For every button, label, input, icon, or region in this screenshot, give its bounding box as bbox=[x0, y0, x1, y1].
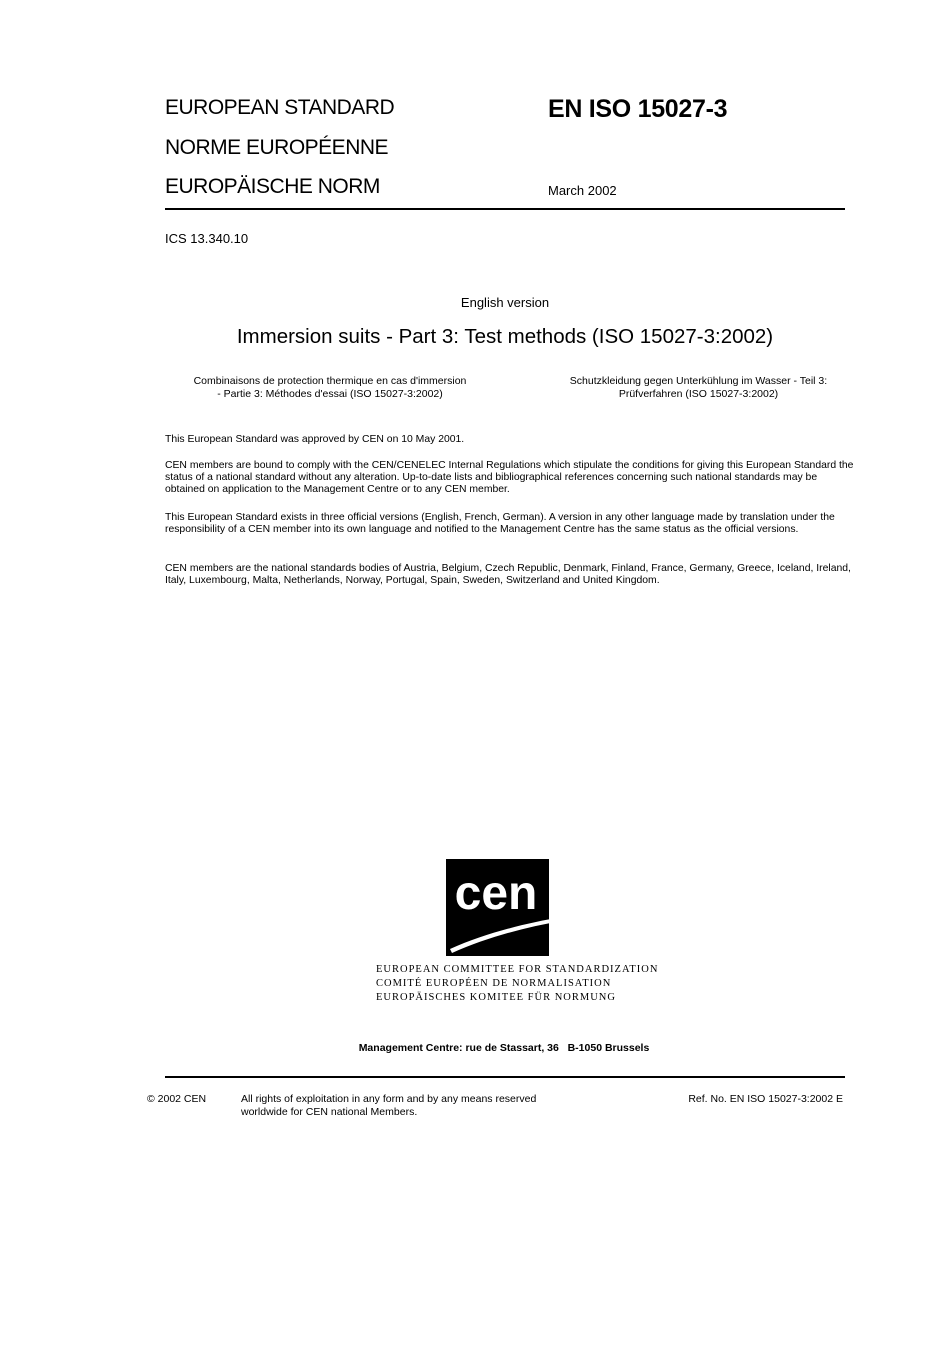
german-title-line-1: Schutzkleidung gegen Unterkühlung im Wasser - Teil 3: bbox=[569, 375, 828, 387]
committee-name-en: EUROPEAN COMMITTEE FOR STANDARDIZATION bbox=[376, 964, 659, 975]
french-title-line-2: - Partie 3: Méthodes d'essai (ISO 15027-3:2002) bbox=[217, 388, 443, 400]
committee-names bbox=[376, 963, 658, 1005]
footer-rule bbox=[165, 1076, 845, 1078]
publication-date: March 2002 bbox=[548, 183, 617, 198]
versions-paragraph: This European Standard exists in three official versions (English, French, German). A version in any other language made by translation under the responsibility of a CEN member into its own language and notified to the Management Centre has the same status as the official versions. bbox=[165, 512, 835, 536]
document-title: Immersion suits - Part 3: Test methods (ISO 15027-3:2002) bbox=[236, 325, 774, 348]
german-title-line-2: Prüfverfahren (ISO 15027-3:2002) bbox=[618, 388, 779, 400]
members-paragraph: CEN members are the national standards bodies of Austria, Belgium, Czech Republic, Denmark, Finland, France, Germany, Greece, Iceland, Ireland, Italy, Luxembourg, Malta, Netherlands, Norway, Portugal, Spain, Sweden, Switzerland and United Kingdom. bbox=[165, 563, 851, 587]
header-rule bbox=[165, 208, 845, 210]
standard-name-fr: NORME EUROPÉENNE bbox=[165, 136, 389, 159]
compliance-paragraph: CEN members are bound to comply with the CEN/CENELEC Internal Regulations which stipulate the conditions for giving this European Standard the status of a national standard without any alteration. Up-to-date lists and bibliographical references concerning such national standards may be obtained on application to the Management Centre or to any CEN member. bbox=[165, 460, 854, 496]
standard-name-en: EUROPEAN STANDARD bbox=[165, 96, 395, 119]
copyright: © 2002 CEN bbox=[147, 1093, 207, 1105]
german-title bbox=[550, 375, 847, 401]
french-title bbox=[165, 375, 495, 401]
document-number: EN ISO 15027-3 bbox=[548, 95, 728, 123]
version-label: English version bbox=[460, 295, 550, 310]
cen-logo bbox=[446, 859, 549, 956]
rights-line-2: worldwide for CEN national Members. bbox=[241, 1105, 418, 1118]
committee-name-fr: COMITÉ EUROPÉEN DE NORMALISATION bbox=[376, 978, 612, 989]
rights-line-1: All rights of exploitation in any form and by any means reserved bbox=[241, 1093, 537, 1105]
standard-name-de: EUROPÄISCHE NORM bbox=[165, 175, 380, 198]
cen-logo-graphic bbox=[446, 859, 564, 959]
reference-number: Ref. No. EN ISO 15027-3:2002 E bbox=[688, 1093, 843, 1105]
cen-logo-text: cen bbox=[454, 867, 538, 920]
french-title-line-1: Combinaisons de protection thermique en cas d'immersion bbox=[193, 375, 467, 387]
management-centre: Management Centre: rue de Stassart, 36 B-1050 Brussels bbox=[358, 1042, 650, 1054]
rights-statement bbox=[241, 1093, 536, 1118]
committee-name-de: EUROPÄISCHES KOMITEE FÜR NORMUNG bbox=[376, 992, 616, 1003]
approval-paragraph: This European Standard was approved by CEN on 10 May 2001. bbox=[165, 434, 465, 445]
ics-code: ICS 13.340.10 bbox=[165, 231, 249, 246]
